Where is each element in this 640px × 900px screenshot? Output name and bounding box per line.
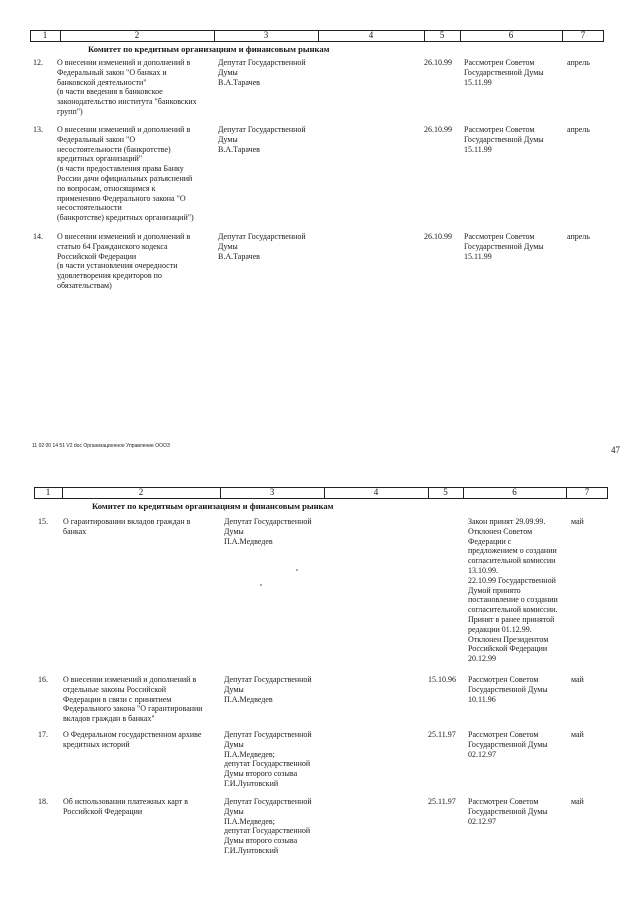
column-number-1: 1 [45,487,51,497]
bill-title: Об использовании платежных карт в Российской Федерации [63,797,189,816]
row-number: 15. [38,517,48,526]
table-part-1 [0,30,640,290]
bill-title: О внесении изменений и дополнений в отдельные законы Российской Федерации в связи с принятием Федерального закона "О гарантировании вкладов граждан в банках" [63,675,203,724]
column-number-5: 5 [439,30,445,40]
planned-month: апрель [567,58,590,67]
initiator: Депутат Государственной Думы П.А.Медведев [224,675,312,704]
row-number: 16. [38,675,48,684]
introduced-date: 25.11.97 [428,797,456,806]
status: Рассмотрен Советом Государственной Думы 15.11.99 [464,58,544,87]
bill-title: О гарантировании вкладов граждан в банках [63,517,191,536]
status: Рассмотрен Советом Государственной Думы 02.12.97 [468,730,548,759]
column-number-4: 4 [368,30,374,40]
column-number-2: 2 [134,30,140,40]
planned-month: апрель [567,232,590,241]
row-number: 14. [33,232,43,241]
column-number-7: 7 [584,487,590,497]
column-number-6: 6 [508,30,514,40]
row-number: 18. [38,797,48,806]
status: Закон принят 29.09.99. Отклонен Советом Федерации с предложением о создании согласительной комиссии 13.10.99. 22.10.99 Государственной Думой принято постановление о создании согласительной комиссии. Принят в ранее принятой редакции 01.12.99. Отклонен Президентом Российской Федерации 20.12.99 [468,517,558,664]
status: Рассмотрен Советом Государственной Думы 10.11.96 [468,675,548,704]
bill-title: О Федеральном государственном архиве кредитных историй [63,730,202,749]
column-number-3: 3 [269,487,275,497]
status: Рассмотрен Советом Государственной Думы 15.11.99 [464,232,544,261]
column-number-3: 3 [263,30,269,40]
section-title: Комитет по кредитным организациям и финансовым рынкам [92,501,334,511]
introduced-date: 15.10.96 [428,675,456,684]
initiator: Депутат Государственной Думы В.А.Тарачев [218,125,306,154]
introduced-date: 25.11.97 [428,730,456,739]
page-number: 47 [611,445,620,455]
table-part-2 [0,487,640,855]
column-number-6: 6 [512,487,517,497]
column-number-5: 5 [443,487,448,497]
planned-month: май [571,675,584,684]
column-number-2: 2 [138,487,144,497]
bill-title: О внесении изменений и дополнений в статью 64 Гражданского кодекса Российской Федерации (в части установления очередности удовлетворения кредиторов по обязательствам) [57,232,191,290]
planned-month: май [571,730,584,739]
planned-month: май [571,797,584,806]
column-number-row [0,30,640,42]
column-number-7: 7 [580,30,586,40]
initiator: Депутат Государственной Думы В.А.Тарачев [218,232,306,261]
planned-month: апрель [567,125,590,134]
initiator: Депутат Государственной Думы П.А.Медведев [224,517,312,546]
row-number: 13. [33,125,43,134]
status: Рассмотрен Советом Государственной Думы 15.11.99 [464,125,544,154]
scan-speck [296,569,298,571]
row-number: 12. [33,58,43,67]
column-number-row [0,487,640,499]
document-footer: 11 02 00 14 51 V2 doc Организационное Управление ОООЗ [32,443,170,449]
bill-title: О внесении изменений и дополнений в Федеральный закон "О банках и банковской деятельности" (в части введения в банковское законодательство института "банковских групп") [57,58,197,116]
initiator: Депутат Государственной Думы П.А.Медведев; депутат Государственной Думы второго созыва Г.И.Лунтовский [224,730,312,788]
scan-speck [260,584,262,586]
planned-month: май [571,517,584,526]
section-title: Комитет по кредитным организациям и финансовым рынкам [88,44,330,54]
introduced-date: 26.10.99 [424,232,452,241]
introduced-date: 26.10.99 [424,125,452,134]
initiator: Депутат Государственной Думы П.А.Медведев; депутат Государственной Думы второго созыва Г.И.Лунтовский [224,797,312,855]
bill-title: О внесении изменений и дополнений в Федеральный закон "О несостоятельности (банкротстве) кредитных организаций" (в части предоставления права Банку России дачи официальных разъяснений по вопросам, относящимся к применению Федерального закона "О несостоятельности (банкротстве) кредитных организаций") [57,125,194,223]
introduced-date: 26.10.99 [424,58,452,67]
status: Рассмотрен Советом Государственной Думы 02.12.97 [468,797,548,826]
initiator: Депутат Государственной Думы В.А.Тарачев [218,58,306,87]
column-number-1: 1 [42,30,48,40]
row-number: 17. [38,730,48,739]
column-number-4: 4 [373,487,379,497]
